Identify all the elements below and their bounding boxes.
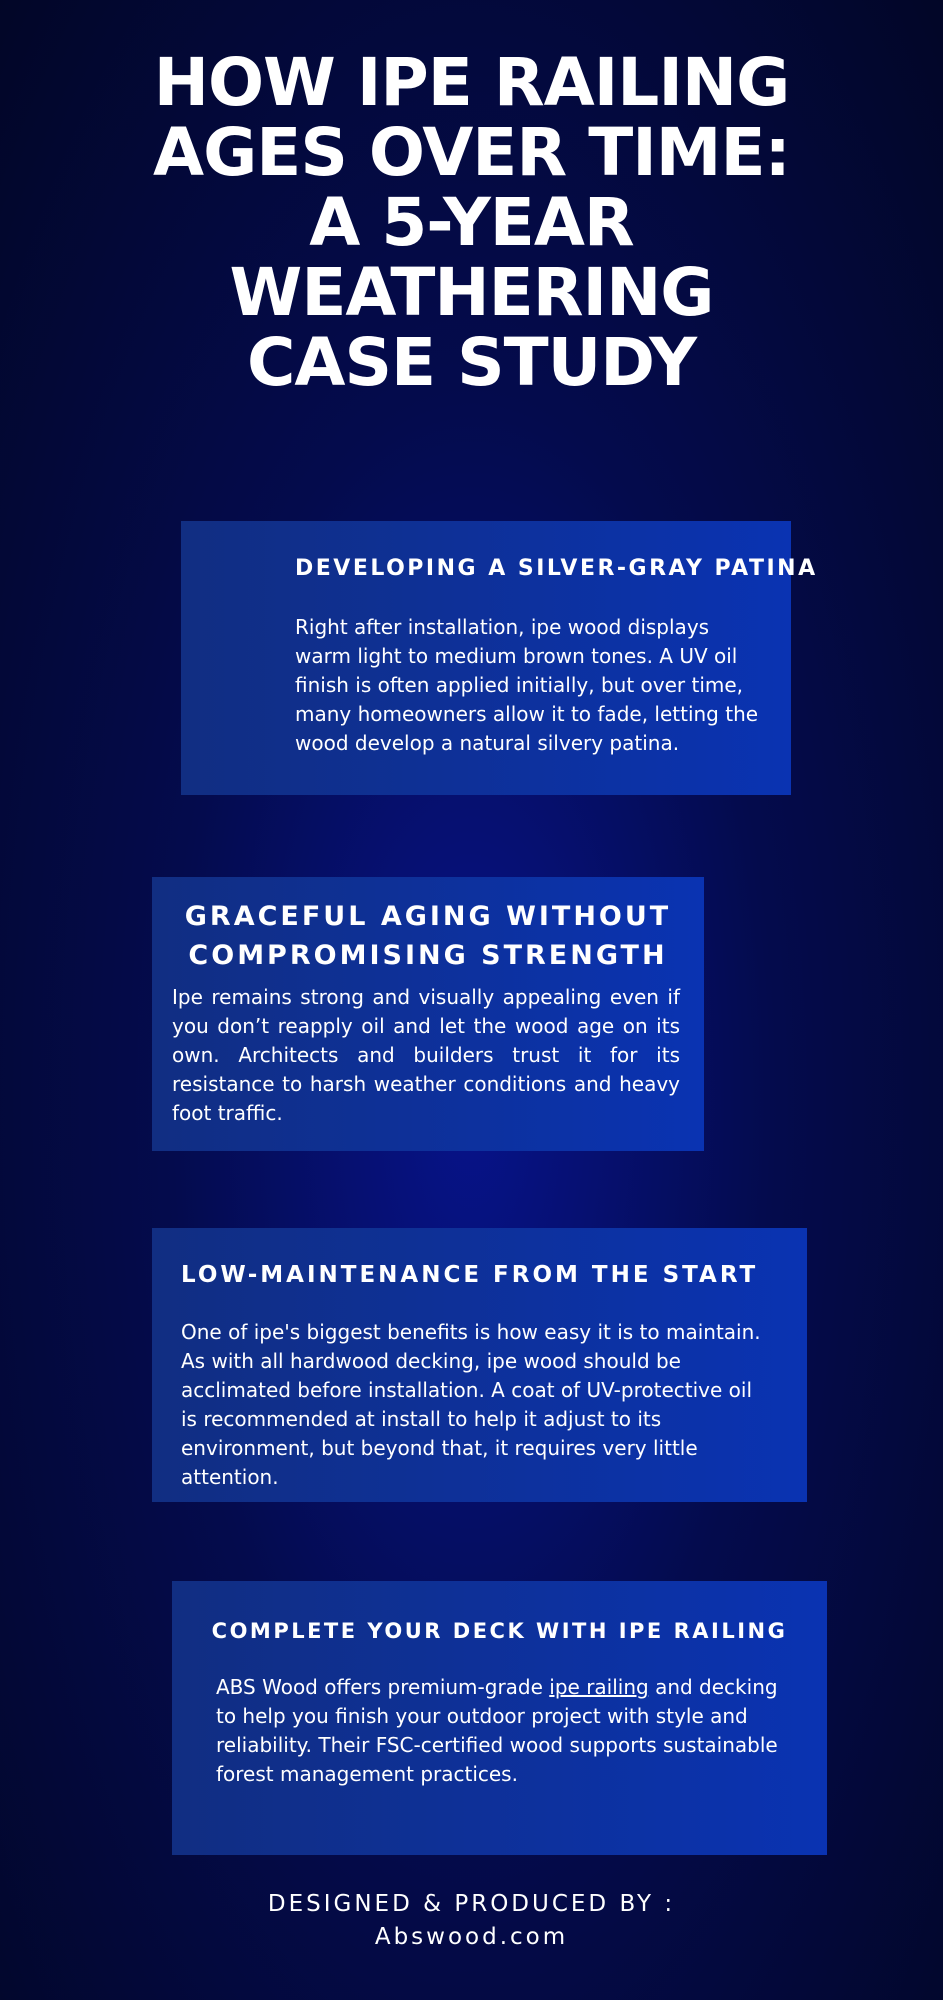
- title-line: CASE STUDY: [246, 324, 697, 401]
- section-heading: DEVELOPING A SILVER-GRAY PATINA: [295, 556, 818, 581]
- page-title: [0, 44, 943, 401]
- title-line: AGES OVER TIME:: [153, 114, 790, 191]
- body-text: ABS Wood offers premium-grade: [216, 1675, 550, 1699]
- title-line: A 5-YEAR: [309, 184, 634, 261]
- title-line: HOW IPE RAILING: [153, 44, 790, 121]
- title-line: WEATHERING: [229, 254, 714, 331]
- section-heading-line: COMPROMISING STRENGTH: [188, 940, 668, 971]
- section-body: Ipe remains strong and visually appealing even if you don’t reapply oil and let the wood age on its own. Architects and builders trust it for its resistance to harsh weather conditions and heavy foot traffic.: [172, 985, 680, 1125]
- footer-label: DESIGNED & PRODUCED BY :: [267, 1891, 676, 1917]
- section-body: One of ipe's biggest benefits is how easy it is to maintain. As with all hardwood decking, ipe wood should be acclimated before installation. A coat of UV-protective oil is recommended at install to help it adjust to its environment, but beyond that, it requires very little attention.: [181, 1320, 761, 1489]
- section-body: [216, 1673, 786, 1789]
- section-card-complete-deck: [172, 1581, 827, 1855]
- section-heading: LOW-MAINTENANCE FROM THE START: [181, 1262, 759, 1288]
- section-card-silver-patina: [181, 521, 818, 795]
- footer-website: Abswood.com: [374, 1924, 569, 1950]
- section-card-graceful-aging: [152, 877, 704, 1151]
- section-card-low-maintenance: [152, 1228, 807, 1502]
- section-heading-line: GRACEFUL AGING WITHOUT: [184, 901, 672, 932]
- ipe-railing-link[interactable]: ipe railing: [549, 1675, 649, 1699]
- body-text: and decking to help you finish your outdoor project with style and reliability. Their FSC-certified wood supports sustainable forest management practices.: [216, 1675, 778, 1786]
- section-heading: COMPLETE YOUR DECK WITH IPE RAILING: [211, 1619, 788, 1643]
- footer-credit: [0, 1888, 943, 1954]
- section-heading: [172, 897, 684, 975]
- section-body: Right after installation, ipe wood displays warm light to medium brown tones. A UV oil finish is often applied initially, but over time, many homeowners allow it to fade, letting the wood develop a natural silvery patina.: [295, 615, 759, 755]
